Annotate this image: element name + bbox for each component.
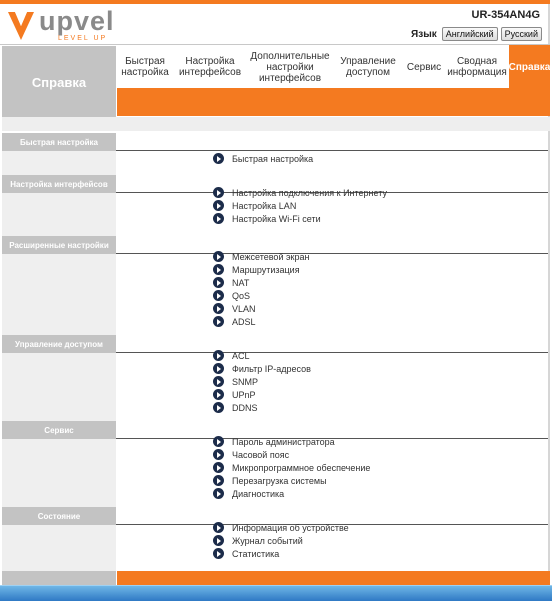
section-title: Расширенные настройки xyxy=(2,236,116,254)
logo-tagline: LEVEL UP xyxy=(58,35,108,42)
help-link[interactable] xyxy=(213,362,311,375)
arrow-bullet-icon xyxy=(213,251,224,262)
link-label: Маршрутизация xyxy=(232,264,300,275)
arrow-bullet-icon xyxy=(213,187,224,198)
link-label: ADSL xyxy=(232,316,256,327)
arrow-bullet-icon xyxy=(213,200,224,211)
help-link[interactable] xyxy=(213,448,370,461)
help-link[interactable] xyxy=(213,152,313,165)
help-link[interactable] xyxy=(213,461,370,474)
link-label: DDNS xyxy=(232,402,258,413)
section-title: Состояние xyxy=(2,507,116,525)
arrow-bullet-icon xyxy=(213,449,224,460)
section-links xyxy=(213,186,387,225)
os-taskbar xyxy=(0,585,552,601)
spacer-bar xyxy=(2,117,550,131)
help-link[interactable] xyxy=(213,375,311,388)
help-link[interactable] xyxy=(213,263,309,276)
section-title: Сервис xyxy=(2,421,116,439)
tab-quick-setup[interactable]: Быстрая настройка xyxy=(121,56,169,78)
link-label: Межсетевой экран xyxy=(232,251,310,262)
arrow-bullet-icon xyxy=(213,264,224,275)
link-label: QoS xyxy=(232,290,251,301)
link-label: Диагностика xyxy=(232,488,285,499)
help-link[interactable] xyxy=(213,289,309,302)
section-links xyxy=(213,435,370,500)
link-label: Фильтр IP-адресов xyxy=(232,363,311,374)
help-link[interactable] xyxy=(213,302,309,315)
tab-interface-setup[interactable]: Настройка интерфейсов xyxy=(178,56,242,78)
link-label: Информация об устройстве xyxy=(232,522,349,533)
arrow-bullet-icon xyxy=(213,376,224,387)
upvel-logo-icon xyxy=(6,8,36,42)
help-link[interactable] xyxy=(213,435,370,448)
arrow-bullet-icon xyxy=(213,277,224,288)
help-link[interactable] xyxy=(213,388,311,401)
help-link[interactable] xyxy=(213,487,370,500)
upvel-logo xyxy=(6,6,126,44)
language-switcher xyxy=(411,27,542,41)
help-link[interactable] xyxy=(213,349,311,362)
help-link[interactable] xyxy=(213,276,309,289)
help-link[interactable] xyxy=(213,474,370,487)
link-label: SNMP xyxy=(232,376,259,387)
section-title: Управление доступом xyxy=(2,335,116,353)
help-link[interactable] xyxy=(213,521,349,534)
help-link[interactable] xyxy=(213,199,387,212)
arrow-bullet-icon xyxy=(213,475,224,486)
section-divider xyxy=(116,253,548,254)
arrow-bullet-icon xyxy=(213,436,224,447)
help-section-access xyxy=(0,335,550,421)
help-section-advanced xyxy=(0,236,550,335)
section-divider xyxy=(116,150,548,151)
link-label: Часовой пояс xyxy=(232,449,290,460)
footer-bar-right xyxy=(117,571,550,585)
language-russian-button[interactable]: Русский xyxy=(501,27,542,41)
section-links xyxy=(213,349,311,414)
help-link[interactable] xyxy=(213,250,309,263)
page-title: Справка xyxy=(2,46,116,118)
tab-access-management[interactable]: Управление доступом xyxy=(340,56,396,78)
logo-wordmark: upvel xyxy=(39,6,115,36)
section-links xyxy=(213,250,309,328)
help-link[interactable] xyxy=(213,534,349,547)
arrow-bullet-icon xyxy=(213,548,224,559)
help-section-service xyxy=(0,421,550,507)
tab-service[interactable]: Сервис xyxy=(406,61,442,73)
subnav-bar xyxy=(117,88,550,116)
link-label: VLAN xyxy=(232,303,256,314)
section-title: Быстрая настройка xyxy=(2,133,116,151)
arrow-bullet-icon xyxy=(213,303,224,314)
footer-bar-left xyxy=(2,571,116,585)
section-divider xyxy=(116,352,548,353)
help-link[interactable] xyxy=(213,547,349,560)
help-link[interactable] xyxy=(213,315,309,328)
language-english-button[interactable]: Английский xyxy=(442,27,498,41)
help-section-interfaces xyxy=(0,175,550,236)
link-label: Пароль администратора xyxy=(232,436,335,447)
section-links xyxy=(213,521,349,560)
arrow-bullet-icon xyxy=(213,350,224,361)
arrow-bullet-icon xyxy=(213,402,224,413)
main-navigation xyxy=(0,44,550,89)
arrow-bullet-icon xyxy=(213,488,224,499)
help-section-quick-setup xyxy=(0,133,550,175)
help-link[interactable] xyxy=(213,212,387,225)
section-title: Настройка интерфейсов xyxy=(2,175,116,193)
link-label: UPnP xyxy=(232,389,256,400)
help-section-status xyxy=(0,507,550,571)
link-label: Настройка подключения к Интернету xyxy=(232,187,387,198)
arrow-bullet-icon xyxy=(213,522,224,533)
link-label: Статистика xyxy=(232,548,280,559)
arrow-bullet-icon xyxy=(213,153,224,164)
link-label: NAT xyxy=(232,277,250,288)
tab-status-summary[interactable]: Сводная информация xyxy=(447,56,507,78)
link-label: Микропрограммное обеспечение xyxy=(232,462,371,473)
section-links xyxy=(213,152,313,165)
top-accent-line xyxy=(0,0,550,4)
link-label: Настройка Wi-Fi сети xyxy=(232,213,321,224)
tab-help[interactable]: Справка xyxy=(509,45,550,89)
help-link[interactable] xyxy=(213,186,387,199)
link-label: Быстрая настройка xyxy=(232,153,314,164)
link-label: Журнал событий xyxy=(232,535,303,546)
arrow-bullet-icon xyxy=(213,389,224,400)
arrow-bullet-icon xyxy=(213,213,224,224)
arrow-bullet-icon xyxy=(213,290,224,301)
help-link[interactable] xyxy=(213,401,311,414)
arrow-bullet-icon xyxy=(213,363,224,374)
arrow-bullet-icon xyxy=(213,535,224,546)
link-label: ACL xyxy=(232,350,250,361)
device-model: UR-354AN4G xyxy=(471,9,540,21)
arrow-bullet-icon xyxy=(213,316,224,327)
link-label: Перезагрузка системы xyxy=(232,475,327,486)
language-label: Язык xyxy=(411,28,437,40)
help-content xyxy=(0,133,550,571)
tab-advanced-setup[interactable]: Дополнительные настройки интерфейсов xyxy=(250,50,330,84)
link-label: Настройка LAN xyxy=(232,200,297,211)
arrow-bullet-icon xyxy=(213,462,224,473)
